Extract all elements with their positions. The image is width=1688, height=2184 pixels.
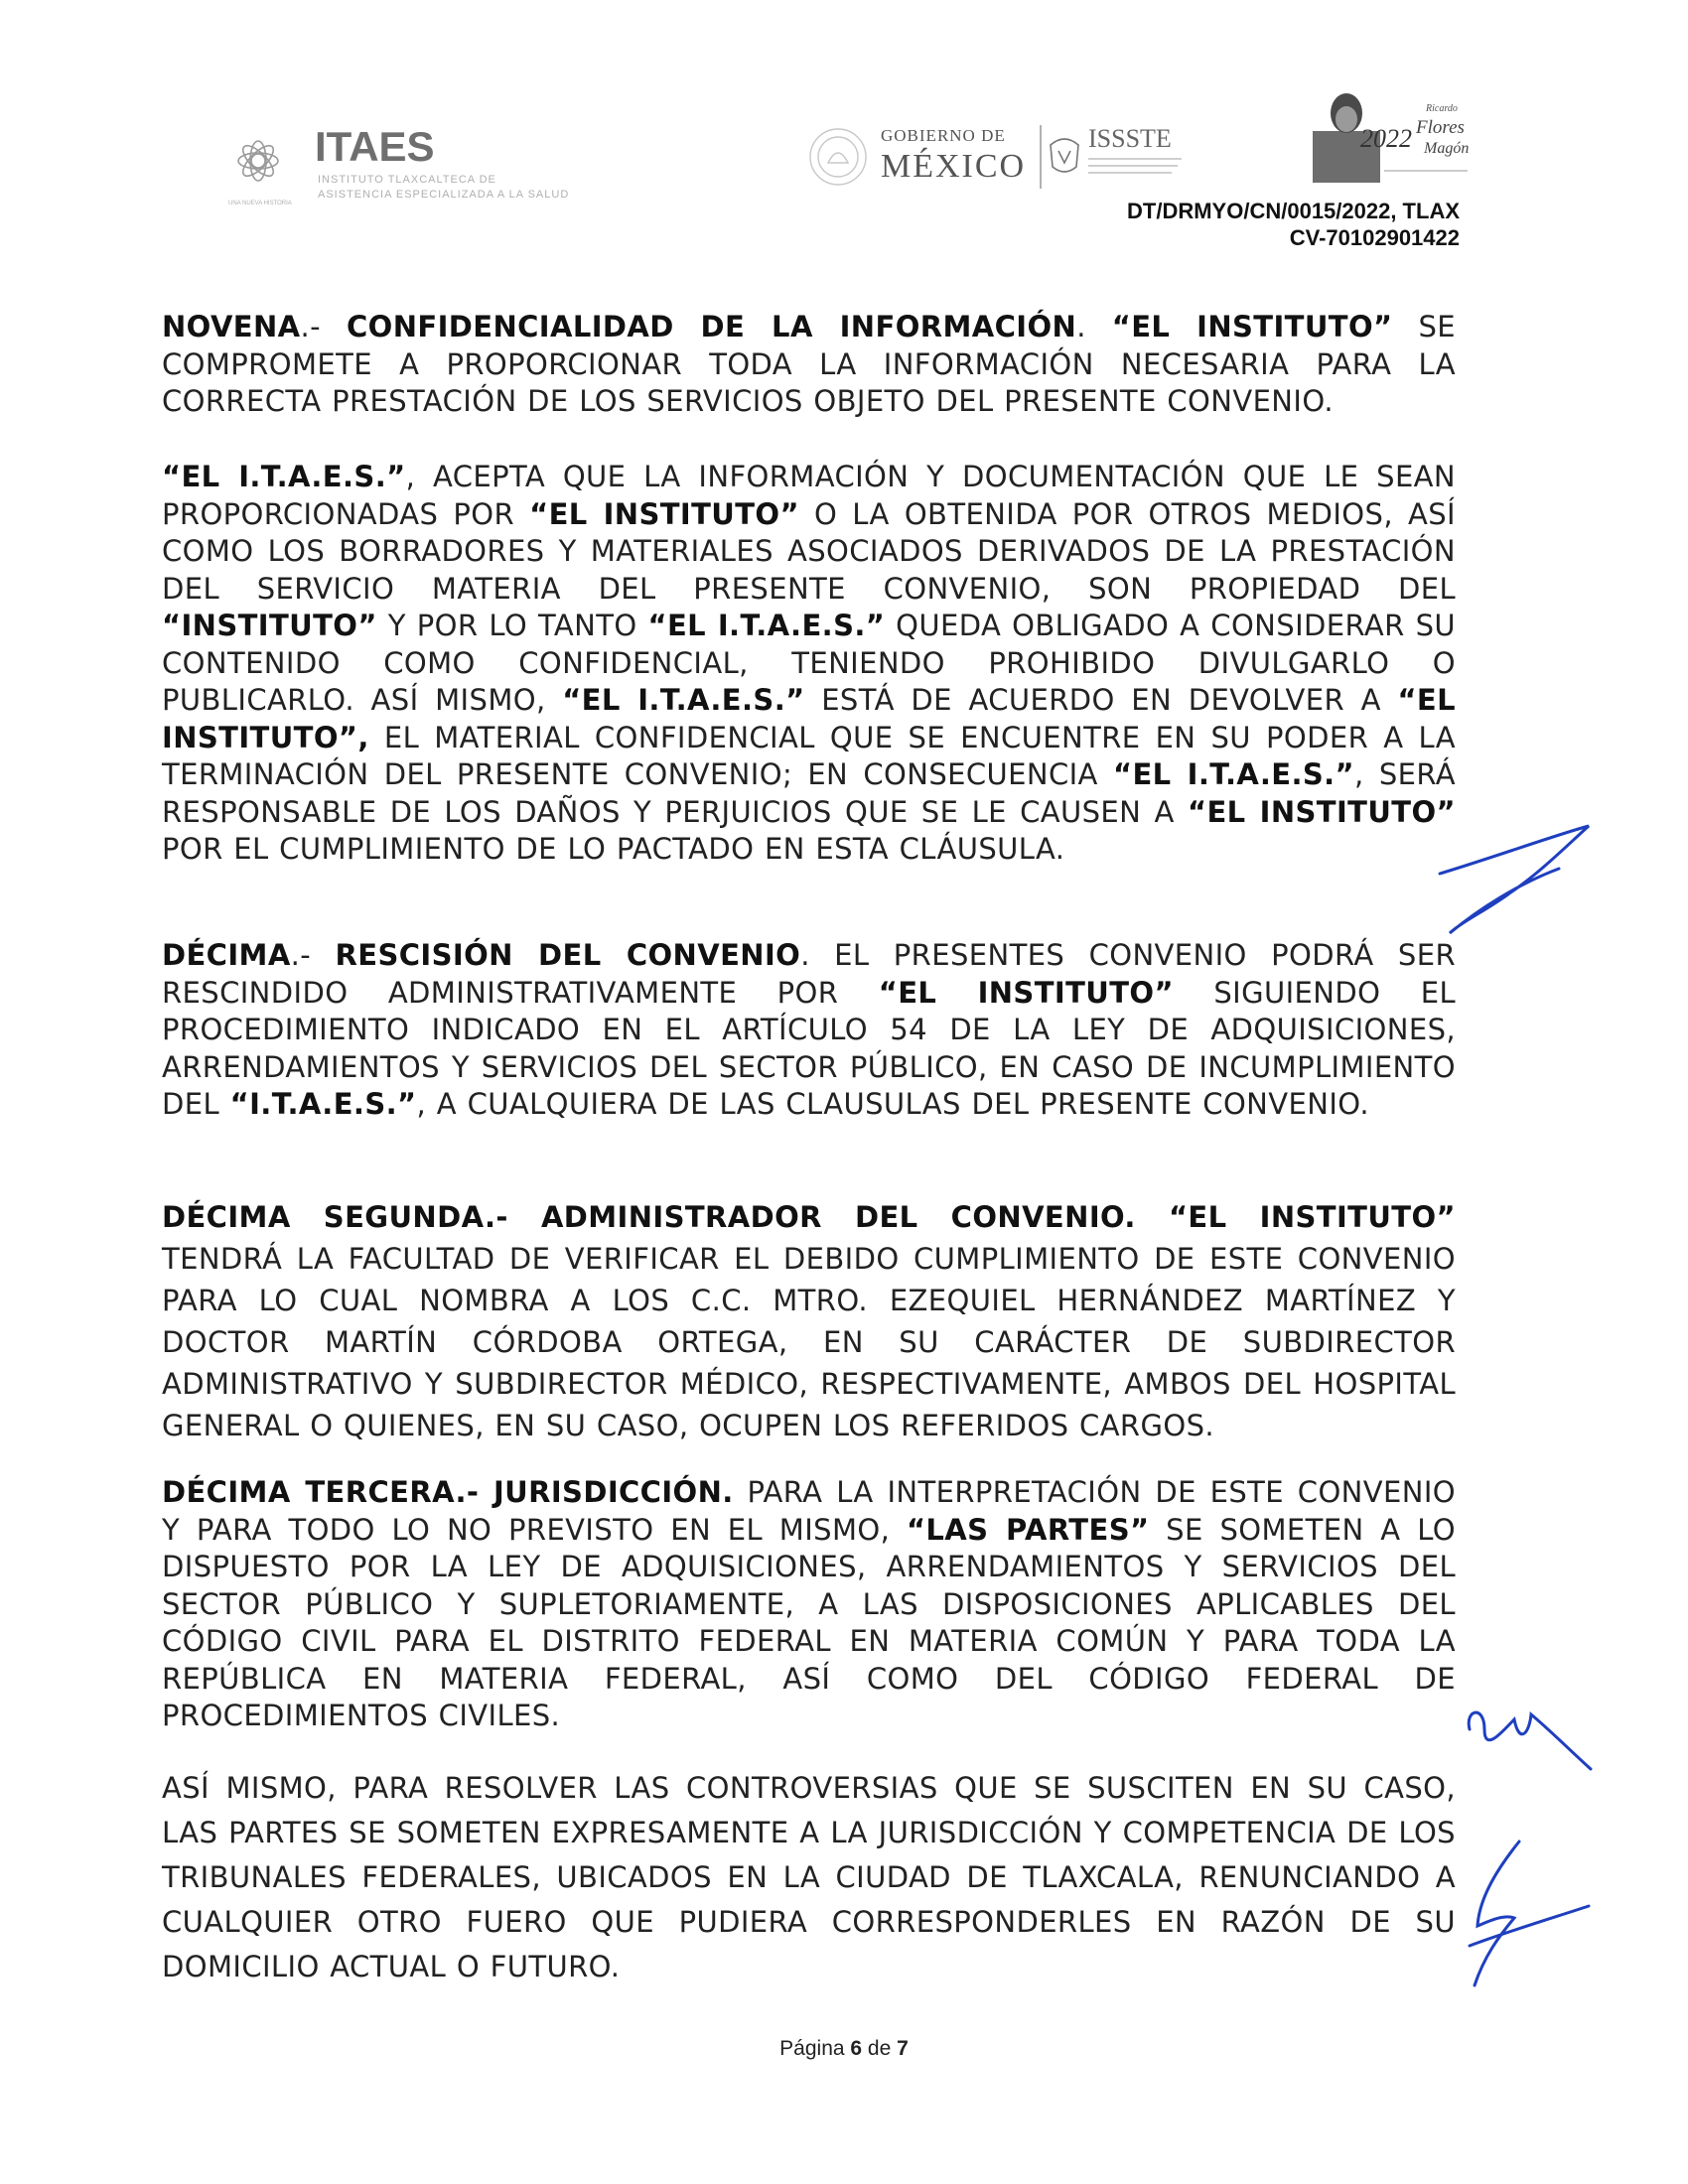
total-pages: 7 xyxy=(897,2037,909,2060)
current-page: 6 xyxy=(850,2037,863,2060)
gobierno-line2: MÉXICO xyxy=(881,148,1027,185)
clause-decima-tercera: DÉCIMA TERCERA.- JURISDICCIÓN. PARA LA INTERPRETACIÓN DE ESTE CONVENIO Y PARA TODO LO NO PREVISTO EN EL MISMO, “LAS PARTES” SE SOMETEN A LO DISPUESTO POR LA LEY DE ADQUISICIONES, ARRENDAMIENTOS Y SERVICIOS DEL SECTOR PÚBLICO Y SUPLETORIAMENTE, A LAS DISPOSICIONES APLICABLES DEL CÓDIGO CIVIL PARA EL DISTRITO FEDERAL EN MATERIA COMÚN Y PARA TODA LA REPÚBLICA EN MATERIA FEDERAL, ASÍ COMO DEL CÓDIGO FEDERAL DE PROCEDIMIENTOS CIVILES. xyxy=(162,1475,1456,1732)
eagle-seal-icon xyxy=(810,129,866,185)
svg-text:ASISTENCIA ESPECIALIZADA A LA: ASISTENCIA ESPECIALIZADA A LA SALUD xyxy=(318,189,570,201)
svg-text:INSTITUTO TLAXCALTECA DE: INSTITUTO TLAXCALTECA DE xyxy=(318,174,496,186)
svg-text:Flores: Flores xyxy=(1416,117,1465,138)
contract-number: CV-70102901422 xyxy=(1289,225,1460,250)
flores-magon-logo xyxy=(1309,91,1473,186)
issste-logo xyxy=(1043,117,1192,197)
clause-novena: NOVENA.- CONFIDENCIALIDAD DE LA INFORMACIÓN. “EL INSTITUTO” SE COMPROMETE A PROPORCIONAR TODA LA INFORMACIÓN NECESARIA PARA LA CORRECTA PRESTACIÓN DE LOS SERVICIOS OBJETO DEL PRESENTE CONVENIO. xyxy=(162,310,1456,418)
clause-heading: DÉCIMA SEGUNDA.- ADMINISTRADOR DEL CONVENIO. “EL INSTITUTO” xyxy=(162,1200,1456,1234)
svg-text:UNA NUEVA HISTORIA: UNA NUEVA HISTORIA xyxy=(228,201,292,206)
flores-year: 2022 xyxy=(1360,124,1412,153)
clause-confidentiality-body: “EL I.T.A.E.S.”, ACEPTA QUE LA INFORMACIÓN Y DOCUMENTACIÓN QUE LE SEAN PROPORCIONADAS POR “EL INSTITUTO” O LA OBTENIDA POR OTROS MEDIOS, ASÍ COMO LOS BORRADORES Y MATERIALES ASOCIADOS DERIVADOS DE LA PRESTACIÓN DEL SERVICIO MATERIA DEL PRESENTE CONVENIO, SON PROPIEDAD DEL “INSTITUTO” Y POR LO TANTO “EL I.T.A.E.S.” QUEDA OBLIGADO A CONSIDERAR SU CONTENIDO COMO CONFIDENCIAL, TENIENDO PROHIBIDO DIVULGARLO O PUBLICARLO. ASÍ MISMO, “EL I.T.A.E.S.” ESTÁ DE ACUERDO EN DEVOLVER A “EL INSTITUTO”, EL MATERIAL CONFIDENCIAL QUE SE ENCUENTRE EN SU PODER A LA TERMINACIÓN DEL PRESENTE CONVENIO; EN CONSECUENCIA “EL I.T.A.E.S.”, SERÁ RESPONSABLE DE LOS DAÑOS Y PERJUICIOS QUE SE LE CAUSEN A “EL INSTITUTO” POR EL CUMPLIMIENTO DE LO PACTADO EN ESTA CLÁUSULA. xyxy=(162,460,1457,866)
gobierno-line1: GOBIERNO DE xyxy=(881,126,1006,145)
svg-text:Ricardo: Ricardo xyxy=(1426,103,1458,114)
itaes-emblem-icon xyxy=(220,117,598,216)
issste-emblem-icon xyxy=(1051,139,1078,172)
gobierno-mexico-logo xyxy=(806,117,1045,197)
clause-title: CONFIDENCIALIDAD DE LA INFORMACIÓN xyxy=(346,310,1077,343)
clause-heading: NOVENA xyxy=(162,310,301,343)
document-reference: DT/DRMYO/CN/0015/2022, TLAX xyxy=(1127,199,1460,223)
issste-name: ISSSTE xyxy=(1088,124,1172,153)
signature-initials-3 xyxy=(1450,1837,1609,1995)
clause-heading: DÉCIMA TERCERA.- JURISDICCIÓN. xyxy=(162,1475,734,1509)
page-footer: Página 6 de 7 xyxy=(779,2037,909,2060)
clause-decima-segunda: DÉCIMA SEGUNDA.- ADMINISTRADOR DEL CONVENIO. “EL INSTITUTO” TENDRÁ LA FACULTAD DE VERIFICAR EL DEBIDO CUMPLIMIENTO DE ESTE CONVENIO PARA LO CUAL NOMBRA A LOS C.C. MTRO. EZEQUIEL HERNÁNDEZ MARTÍNEZ Y DOCTOR MARTÍN CÓRDOBA ORTEGA, EN SU CARÁCTER DE SUBDIRECTOR ADMINISTRATIVO Y SUBDIRECTOR MÉDICO, RESPECTIVAMENTE, AMBOS DEL HOSPITAL GENERAL O QUIENES, EN SU CASO, OCUPEN LOS REFERIDOS CARGOS. xyxy=(162,1200,1456,1442)
clause-title: RESCISIÓN DEL CONVENIO xyxy=(335,938,801,972)
signature-initials-2 xyxy=(1460,1700,1609,1779)
itaes-logo xyxy=(220,117,598,216)
clause-asi-mismo: ASÍ MISMO, PARA RESOLVER LAS CONTROVERSIAS QUE SE SUSCITEN EN SU CASO, LAS PARTES SE SOMETEN EXPRESAMENTE A LA JURISDICCIÓN Y COMPETENCIA DE LOS TRIBUNALES FEDERALES, UBICADOS EN LA CIUDAD DE TLAXCALA, RENUNCIANDO A CUALQUIER OTRO FUERO QUE PUDIERA CORRESPONDERLES EN RAZÓN DE SU DOMICILIO ACTUAL O FUTURO. xyxy=(162,1771,1456,1983)
itaes-name: ITAES xyxy=(315,123,435,170)
signature-initials-1 xyxy=(1430,814,1604,943)
clause-decima: DÉCIMA.- RESCISIÓN DEL CONVENIO. EL PRESENTES CONVENIO PODRÁ SER RESCINDIDO ADMINISTRATIVAMENTE POR “EL INSTITUTO” SIGUIENDO EL PROCEDIMIENTO INDICADO EN EL ARTÍCULO 54 DE LA LEY DE ADQUISICIONES, ARRENDAMIENTOS Y SERVICIOS DEL SECTOR PÚBLICO, EN CASO DE INCUMPLIMIENTO DEL “I.T.A.E.S.”, A CUALQUIERA DE LAS CLAUSULAS DEL PRESENTE CONVENIO. xyxy=(162,938,1456,1121)
clause-heading: DÉCIMA xyxy=(162,938,291,972)
svg-text:Magón: Magón xyxy=(1424,140,1470,157)
